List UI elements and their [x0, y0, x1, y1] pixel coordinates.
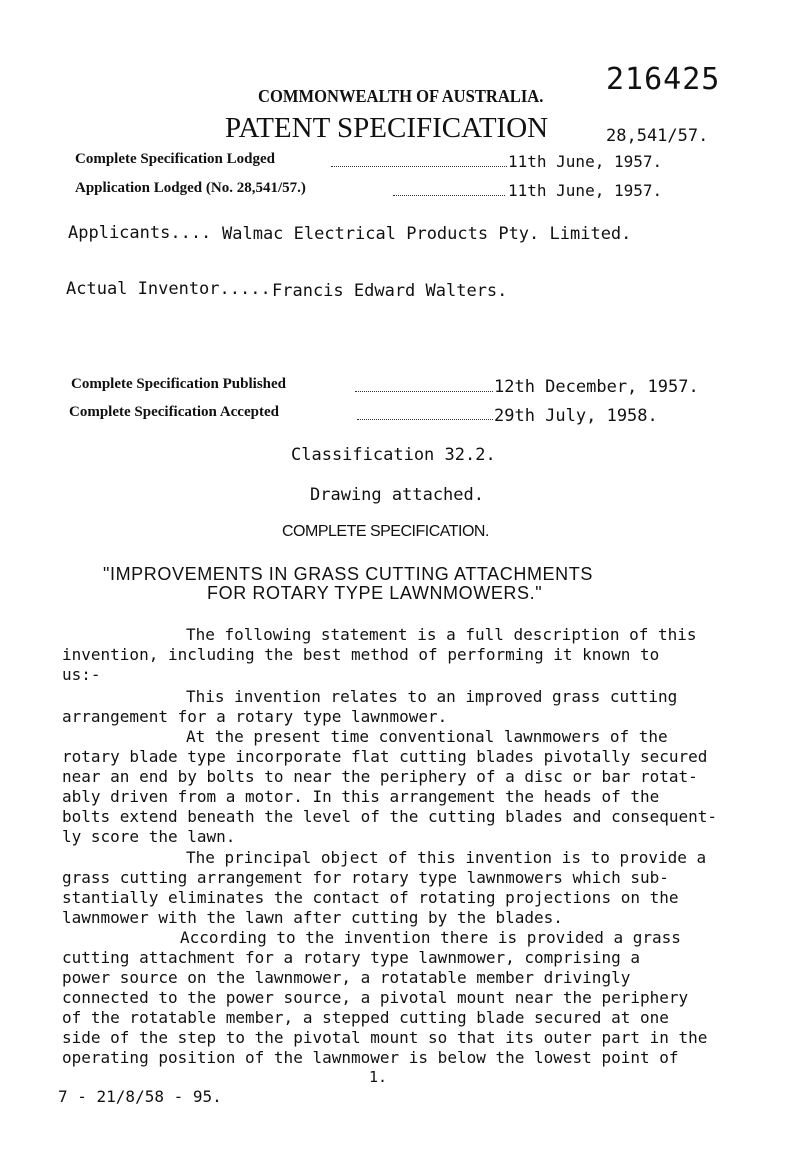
- text-line: grass cutting arrangement for rotary type lawnmowers which sub-: [62, 868, 669, 887]
- footer-code: 7 - 21/8/58 - 95.: [58, 1087, 222, 1106]
- text-line: bolts extend beneath the level of the cutting blades and consequent-: [62, 807, 718, 826]
- invention-title-line2: FOR ROTARY TYPE LAWNMOWERS.": [207, 583, 543, 603]
- text-line: The following statement is a full description of this: [186, 625, 697, 644]
- text-line: near an end by bolts to near the periphery of a disc or bar rotat-: [62, 767, 698, 786]
- classification: Classification 32.2.: [291, 445, 496, 465]
- text-line: side of the step to the pivotal mount so that its outer part in the: [62, 1028, 708, 1047]
- text-line: stantially eliminates the contact of rotating projections on the: [62, 888, 679, 907]
- commonwealth-heading: COMMONWEALTH OF AUSTRALIA.: [258, 86, 544, 106]
- text-line: power source on the lawnmower, a rotatable member drivingly: [62, 968, 631, 987]
- applicants-value: Walmac Electrical Products Pty. Limited.: [222, 224, 632, 244]
- text-line: ably driven from a motor. In this arrangement the heads of the: [62, 787, 660, 806]
- leader-dots: [357, 408, 493, 420]
- inventor-label: Actual Inventor.....: [66, 279, 271, 299]
- complete-spec-published-label: Complete Specification Published: [71, 376, 287, 392]
- body-paragraph-3: [62, 727, 742, 847]
- complete-spec-accepted-date: 29th July, 1958.: [494, 406, 658, 426]
- text-line: According to the invention there is provided a grass: [180, 928, 681, 947]
- application-ref: 28,541/57.: [606, 126, 709, 146]
- text-line: connected to the power source, a pivotal mount near the periphery: [62, 988, 689, 1007]
- body-paragraph-2: [62, 687, 742, 727]
- leader-dots: [331, 155, 507, 167]
- page-title: PATENT SPECIFICATION: [225, 112, 549, 144]
- text-line: invention, including the best method of performing it known to: [62, 645, 660, 664]
- applicants-label: Applicants....: [68, 223, 212, 243]
- drawing-note: Drawing attached.: [310, 485, 484, 505]
- text-line: of the rotatable member, a stepped cutting blade secured at one: [62, 1008, 669, 1027]
- text-line: This invention relates to an improved grass cutting: [186, 687, 678, 706]
- complete-spec-accepted-label: Complete Specification Accepted: [69, 404, 279, 420]
- text-line: lawnmower with the lawn after cutting by the blades.: [62, 908, 563, 927]
- body-paragraph-5: [62, 928, 742, 1068]
- text-line: ly score the lawn.: [62, 827, 236, 846]
- inventor-value: Francis Edward Walters.: [272, 281, 508, 301]
- page-number: 1.: [369, 1068, 388, 1086]
- text-line: The principal object of this invention is to provide a: [186, 848, 707, 867]
- complete-spec-lodged-date: 11th June, 1957.: [508, 152, 663, 171]
- body-paragraph-4: [62, 848, 742, 928]
- text-line: cutting attachment for a rotary type lawnmower, comprising a: [62, 948, 640, 967]
- body-paragraph-1: [62, 625, 742, 685]
- text-line: rotary blade type incorporate flat cutting blades pivotally secured: [62, 747, 708, 766]
- patent-number: 216425: [606, 62, 721, 97]
- invention-title-line1: "IMPROVEMENTS IN GRASS CUTTING ATTACHMENTS: [103, 564, 593, 584]
- text-line: arrangement for a rotary type lawnmower.: [62, 707, 448, 726]
- text-line: us:-: [62, 665, 101, 684]
- text-line: operating position of the lawnmower is below the lowest point of: [62, 1048, 679, 1067]
- complete-spec-published-date: 12th December, 1957.: [494, 377, 699, 397]
- leader-dots: [393, 184, 505, 196]
- leader-dots: [355, 380, 493, 392]
- application-lodged-label: Application Lodged (No. 28,541/57.): [75, 180, 306, 196]
- complete-spec-heading: COMPLETE SPECIFICATION.: [282, 523, 489, 540]
- application-lodged-date: 11th June, 1957.: [508, 181, 663, 200]
- complete-spec-lodged-label: Complete Specification Lodged: [75, 151, 275, 167]
- text-line: At the present time conventional lawnmowers of the: [186, 727, 668, 746]
